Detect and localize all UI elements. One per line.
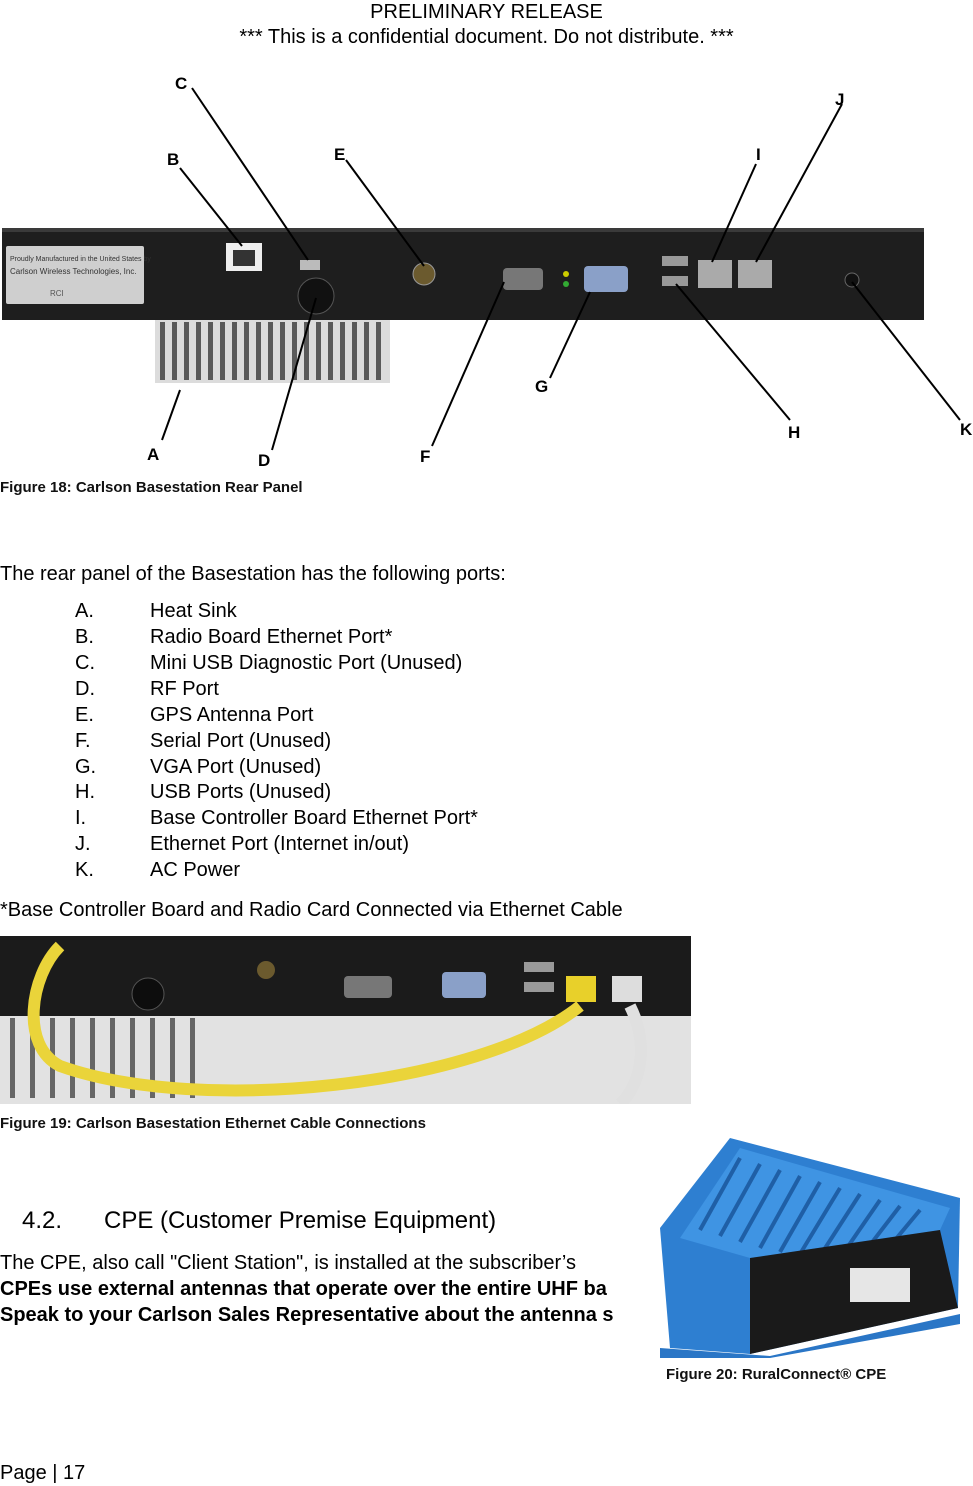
- callout-d: D: [258, 451, 271, 470]
- port-item: E. GPS Antenna Port: [75, 704, 314, 726]
- port-item: I. Base Controller Board Ethernet Port*: [75, 807, 478, 829]
- figure-20-caption: Figure 20: RuralConnect® CPE: [666, 1366, 887, 1383]
- port-item: J. Ethernet Port (Internet in/out): [75, 833, 410, 855]
- ac-power-port-graphic: [845, 273, 859, 287]
- port-item: K. AC Power: [75, 859, 241, 881]
- page-number: Page | 17: [0, 1462, 86, 1484]
- callout-h: H: [788, 423, 801, 442]
- header-preliminary: PRELIMINARY RELEASE: [370, 1, 603, 23]
- header-confidential: *** This is a confidential document. Do not distribute. ***: [239, 26, 734, 48]
- usb-port-top-graphic: [662, 256, 688, 266]
- port-item: F. Serial Port (Unused): [75, 730, 332, 752]
- callout-k: K: [960, 420, 973, 439]
- callout-a: A: [147, 445, 160, 464]
- section-title: CPE (Customer Premise Equipment): [104, 1207, 497, 1234]
- cpe-paragraph-line3: Speak to your Carlson Sales Representative about the antenna s: [0, 1304, 614, 1326]
- mini-usb-port-graphic: [300, 260, 320, 270]
- port-item: C. Mini USB Diagnostic Port (Unused): [75, 652, 463, 674]
- callout-f: F: [420, 447, 431, 466]
- ports-intro: The rear panel of the Basestation has the following ports:: [0, 563, 506, 585]
- figure-19-cable-image: [0, 936, 691, 1104]
- figure-20-cpe-image: [640, 1118, 968, 1358]
- figure-18-caption: Figure 18: Carlson Basestation Rear Panel: [0, 479, 303, 496]
- port-item: D. RF Port: [75, 678, 219, 700]
- cpe-paragraph-line1: The CPE, also call "Client Station", is installed at the subscriber’s: [0, 1252, 576, 1274]
- port-item: A. Heat Sink: [75, 600, 237, 622]
- controller-ethernet-port-graphic: [698, 260, 732, 288]
- svg-text:Carlson Wireless Technologies,: Carlson Wireless Technologies, Inc.: [10, 267, 137, 276]
- heat-sink-graphic: [155, 318, 390, 383]
- figure-18-rear-panel-image: [0, 60, 973, 480]
- usb-port-bottom-graphic: [662, 276, 688, 286]
- svg-text:Proudly Manufactured in the Un: Proudly Manufactured in the United States by: [10, 256, 151, 263]
- callout-j: J: [835, 90, 845, 109]
- callout-g: G: [535, 377, 549, 396]
- serial-port-graphic: [503, 268, 543, 290]
- port-item: H. USB Ports (Unused): [75, 781, 332, 803]
- port-item: B. Radio Board Ethernet Port*: [75, 626, 393, 648]
- gps-port-graphic: [413, 263, 435, 285]
- callout-i: I: [756, 145, 761, 164]
- internet-ethernet-port-graphic: [738, 260, 772, 288]
- rf-port-graphic: [298, 278, 334, 314]
- figure-19-caption: Figure 19: Carlson Basestation Ethernet Cable Connections: [0, 1115, 426, 1132]
- callout-e: E: [334, 145, 346, 164]
- callout-c: C: [175, 74, 188, 93]
- vga-port-graphic: [584, 266, 628, 292]
- callout-b: B: [167, 150, 180, 169]
- ethernet-footnote: *Base Controller Board and Radio Card Connected via Ethernet Cable: [0, 899, 623, 921]
- cpe-paragraph-line2: CPEs use external antennas that operate over the entire UHF ba: [0, 1278, 607, 1300]
- section-number: 4.2.: [22, 1207, 63, 1234]
- port-item: G. VGA Port (Unused): [75, 756, 322, 778]
- svg-text:RCI: RCI: [50, 289, 64, 298]
